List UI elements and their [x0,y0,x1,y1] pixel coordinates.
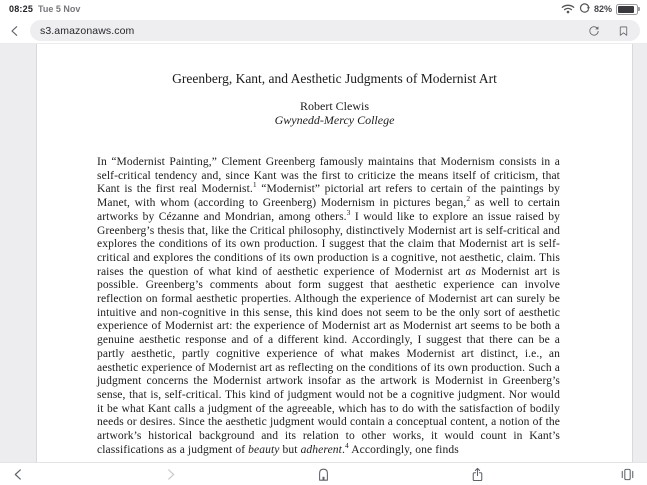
status-bar [0,0,647,18]
pdf-page [36,44,633,462]
reload-button[interactable] [587,24,601,38]
battery-icon [616,4,638,15]
bookmark-icon [617,24,630,38]
rotation-lock-icon [579,3,590,16]
wifi-icon [561,3,575,16]
share-button[interactable] [465,463,489,485]
url-bar[interactable] [30,20,640,41]
back-chevron-icon [10,466,27,483]
url-text: s3.amazonaws.com [40,24,135,37]
pdf-viewer[interactable] [0,44,647,462]
reload-icon [587,24,601,38]
paper-body: In “Modernist Painting,” Clement Greenberg famously maintains that Modernism consists in a self-critical tendency and, since Kant was the first to criticize the means itself of criticism, that Kant is the first real Modernist.$^1$ “Modernist” pictorial art refers to certain of the paintings by Manet, with whom (according to Greenberg) Modernism in pictures began,$^2$ as well to certain artworks by Cézanne and Mondrian, among others.$^3$ I would like to explore an issue raised by Greenberg’s thesis that, like the Critical philosophy, distinctively Modernist art is self-critical and explores the conditions of its own production. I suggest that the claim that Modernist art is self-critical and explores the conditions of its own production is a cognitive, not aesthetic, claim. This raises the question of what kind of aesthetic experience of Modernist art as Modernist art is possible. Greenberg’s comments about form suggest that aesthetic experience can involve reflection on formal aesthetic properties. Although the experience of Modernist art can surely be intuitive and non-cognitive in this sense, this kind does not seem to be the only sort of aesthetic experience of Modernist art: the experience of Modernist art as Modernist art seems to be both a genuine aesthetic response and of a different kind. Accordingly, I suggest that there can be a partly aesthetic, partly cognitive experience of what makes Modernist art distinct, i.e., an aesthetic experience of Modernist art as reflecting on the conditions of its own production. Such a judgment concerns the Modernist artwork insofar as the artwork is Modernist in Greenberg’s sense, that is, self-critical. This kind of judgment would not be a cognitive judgment. Nor would it be what Kant calls a judgment of the agreeable, which has to do with the satisfaction of bodily needs or desires. Since the aesthetic judgment would contain a conceptual content, a notion of the artwork’s historical background and its relation to other works, it would count in Kant’s classifications as a judgment of beauty but adherent.$^4$ Accordingly, one finds [97,156,560,456]
status-right [561,3,638,16]
forward-button-bottom[interactable] [158,463,182,485]
paper-affiliation: Gwynedd-Mercy College [274,113,395,127]
battery-percent: 82% [593,4,612,14]
home-icon [315,466,332,483]
bottom-toolbar [0,462,647,485]
back-button-bottom[interactable] [6,463,30,485]
status-left [9,4,80,14]
back-chevron-icon [7,23,23,39]
back-button[interactable] [0,23,30,39]
home-button[interactable] [311,463,335,485]
clock: 08:25 [9,4,34,14]
tab-switcher-button[interactable] [615,463,639,485]
bookmark-button[interactable] [617,24,630,38]
date: Tue 5 Nov [38,4,81,14]
forward-chevron-icon [162,466,179,483]
paper-title: Greenberg, Kant, and Aesthetic Judgments of Modernist Art [172,71,497,86]
browser-toolbar [0,18,647,44]
paper-author: Robert Clewis [300,99,369,113]
tab-switcher-icon [619,466,636,483]
share-icon [469,466,486,483]
